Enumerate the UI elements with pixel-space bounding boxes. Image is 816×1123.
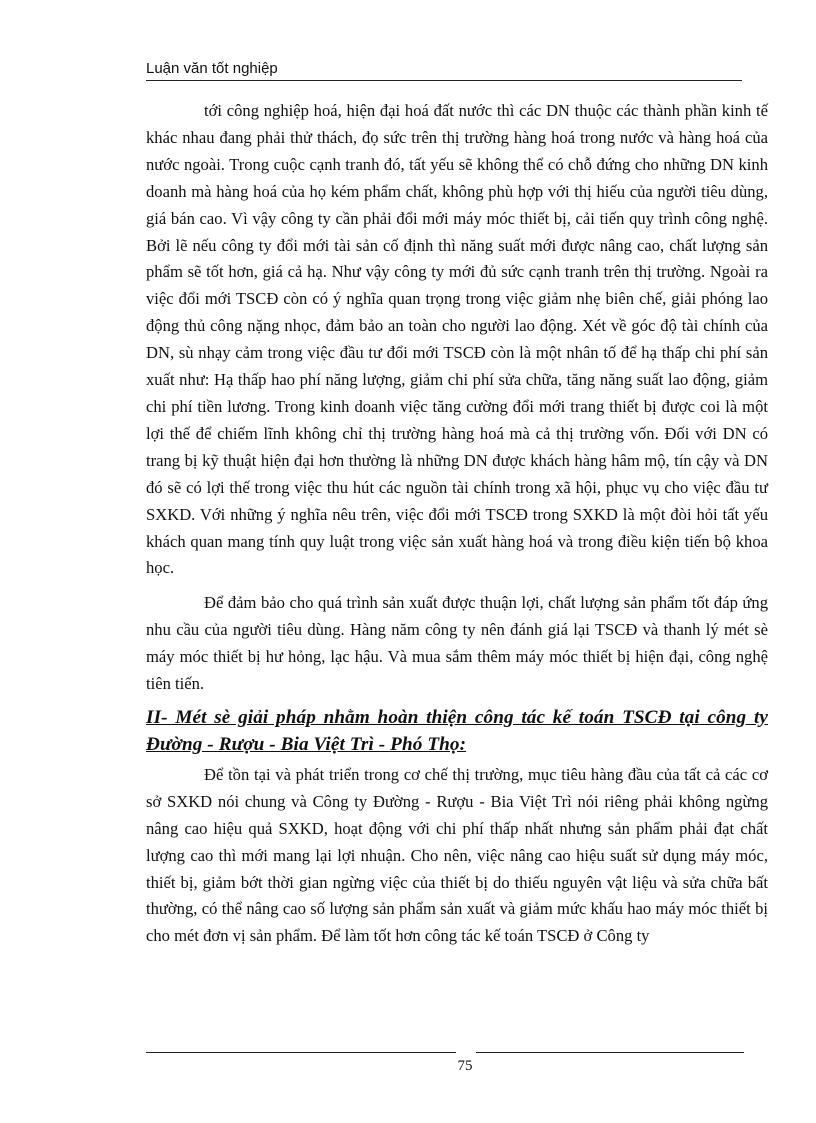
page-number: 75 bbox=[457, 1058, 473, 1074]
body-text bbox=[146, 98, 768, 950]
section-heading: II- Mét sè giải pháp nhằm hoàn thiện công tác kế toán TSCĐ tại công ty Đường - Rượu - Bia Việt Trì - Phó Thọ: bbox=[146, 706, 768, 755]
paragraph-continuation: tới công nghiệp hoá, hiện đại hoá đất nước thì các DN thuộc các thành phần kinh tế khác nhau đang phải thử thách, đọ sức trên thị trường hàng hoá trong nước và hàng hoá của nước ngoài. Trong cuộc cạnh tranh đó, tất yếu sẽ không thể có chỗ đứng cho những DN kinh doanh mà hàng hoá của họ kém phẩm chất, không phù hợp với thị hiếu của người tiêu dùng, giá bán cao. Vì vậy công ty cần phải đổi mới máy móc thiết bị, cải tiến quy trình công nghệ. Bởi lẽ nếu công ty đổi mới tài sản cố định thì năng suất mới được nâng cao, chất lượng sản phẩm sẽ tốt hơn, giá cả hạ. Như vậy công ty mới đủ sức cạnh tranh trên thị trường. Ngoài ra việc đổi mới TSCĐ còn có ý nghĩa quan trọng trong việc giảm nhẹ biên chế, giải phóng lao động thủ công nặng nhọc, đảm bảo an toàn cho người lao động. Xét về góc độ tài chính của DN, sù nhạy cảm trong việc đầu tư đổi mới TSCĐ còn là một nhân tố để hạ thấp chi phí sản xuất như: Hạ thấp hao phí năng lượng, giảm chi phí sửa chữa, tăng năng suất lao động, giảm chi phí tiền lương. Trong kinh doanh việc tăng cường đổi mới trang thiết bị được coi là một lợi thế để chiếm lĩnh không chỉ thị trường hàng hoá mà cả thị trường vốn. Đối với DN có trang bị kỹ thuật hiện đại hơn thường là những DN được khách hàng hâm mộ, tín cậy và DN đó sẽ có lợi thế trong việc thu hút các nguồn tài chính trong xã hội, phục vụ cho việc đầu tư SXKD. Với những ý nghĩa nêu trên, việc đổi mới TSCĐ trong SXKD là một đòi hỏi tất yếu khách quan mang tính quy luật trong việc sản xuất hàng hoá và trong điều kiện tiến bộ khoa học. bbox=[146, 101, 768, 578]
paragraph-solutions-intro: Để tồn tại và phát triển trong cơ chế thị trường, mục tiêu hàng đầu của tất cả các cơ sở SXKD nói chung và Công ty Đường - Rượu - Bia Việt Trì nói riêng phải không ngừng nâng cao hiệu quả SXKD, hoạt động với chi phí thấp nhất nhưng sản phẩm phải đạt chất lượng cao thì mới mang lại lợi nhuận. Cho nên, việc nâng cao hiệu suất sử dụng máy móc, thiết bị, giảm bớt thời gian ngừng việc của thiết bị do thiếu nguyên vật liệu và sửa chữa bất thường, có thể nâng cao số lượng sản phẩm sản xuất và giảm mức khấu hao máy móc thiết bị cho mét đơn vị sản phẩm. Để làm tốt hơn công tác kế toán TSCĐ ở Công ty bbox=[146, 764, 768, 946]
footer-rule-left bbox=[146, 1052, 456, 1053]
running-header: Luận văn tốt nghiệp bbox=[146, 58, 742, 81]
paragraph-maintenance: Để đảm bảo cho quá trình sản xuất được thuận lợi, chất lượng sản phẩm tốt đáp ứng nhu cầu của người tiêu dùng. Hàng năm công ty nên đánh giá lại TSCĐ và thanh lý mét sè máy móc thiết bị hư hỏng, lạc hậu. Và mua sắm thêm máy móc thiết bị hiện đại, công nghệ tiên tiến. bbox=[146, 593, 768, 694]
footer-rule-right bbox=[476, 1052, 744, 1053]
